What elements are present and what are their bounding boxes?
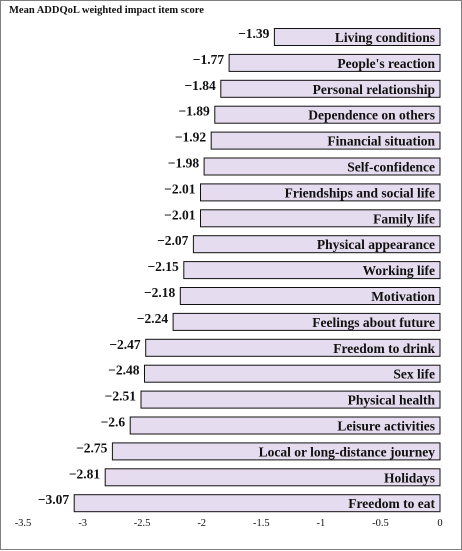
bar-value-label: −2.24 [136,310,169,326]
x-tick-label: -1 [316,518,326,529]
bar-category-label: Financial situation [327,133,435,149]
bar-category-label: Sex life [393,366,435,382]
bar-value-label: −2.15 [147,259,179,275]
bar-category-label: Dependence on others [308,107,435,123]
x-tick-label: -1.5 [252,518,270,529]
bar-value-label: −2.48 [108,362,140,378]
bar-value-label: −2.01 [164,181,196,197]
bar-category-label: People's reaction [337,55,435,71]
x-tick-label: -2.5 [133,518,151,529]
chart-title: Mean ADDQoL weighted impact item score [9,5,204,16]
bar-category-label: Holidays [383,470,435,486]
bar-value-label: −2.18 [143,285,176,300]
bar-category-label: Feelings about future [312,314,435,330]
bar-category-label: Friendships and social life [284,185,435,201]
x-tick-label: -3 [78,518,87,529]
bar-value-label: −1.84 [184,77,216,93]
bar-value-label: −1.39 [238,26,270,41]
bar-category-label: Physical appearance [316,237,435,253]
bar-category-label: Local or long-distance journey [258,444,435,460]
bar-category-label: Family life [373,211,435,227]
x-tick-label: 0 [437,518,443,529]
bar-category-label: Physical health [347,392,435,408]
bar-value-label: −2.81 [68,466,101,482]
bar-category-label: Freedom to eat [348,496,435,512]
bar-value-label: −3.07 [37,492,70,508]
bar-category-label: Freedom to drink [333,340,435,356]
x-tick-label: -2 [197,518,207,529]
bar-category-label: Leisure activities [337,418,435,434]
bar-category-label: Living conditions [334,30,435,45]
x-tick-label: -3.5 [14,518,32,529]
bar-value-label: −1.77 [192,51,225,67]
bar-value-label: −2.47 [109,336,141,352]
bar-category-label: Working life [362,263,435,279]
bar-category-label: Self-confidence [347,159,435,175]
bar-value-label: −1.89 [178,103,210,119]
bar-value-label: −2.01 [164,207,196,223]
bar-value-label: −2.75 [76,440,108,456]
bar-value-label: −1.98 [167,155,200,171]
bar-value-label: −2.07 [157,233,189,249]
x-tick-label: -0.5 [372,518,389,529]
bar-category-label: Personal relationship [312,81,435,97]
bar-value-label: −1.92 [174,129,207,145]
bar-category-label: Motivation [371,289,435,304]
bar-chart [1,1,462,551]
bar-value-label: −2.6 [100,414,126,430]
bar-value-label: −2.51 [104,388,136,404]
